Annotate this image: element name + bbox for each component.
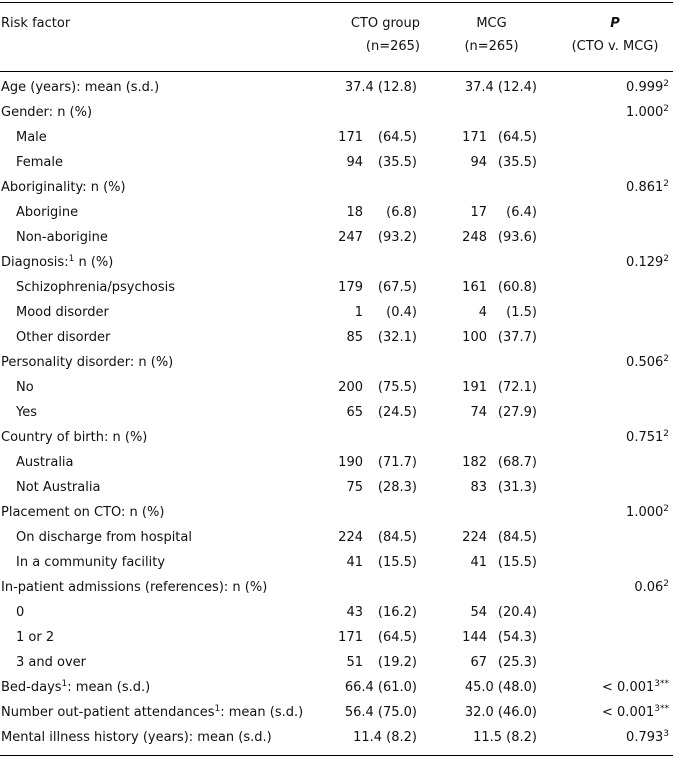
- p-value-footnote: 2: [663, 179, 669, 189]
- row-label: Personality disorder: n (%): [1, 355, 174, 370]
- mcg-count: 17: [470, 205, 487, 220]
- cto-count: 224: [338, 530, 363, 545]
- table-row: [0, 400, 673, 425]
- cto-value: 37.4 (12.8): [344, 80, 417, 95]
- table-row: [0, 200, 673, 225]
- row-label: Age (years): mean (s.d.): [1, 80, 160, 95]
- row-label: [1, 250, 113, 275]
- mcg-percent: (72.1): [497, 380, 537, 395]
- p-value-number: 0.129: [626, 255, 664, 270]
- mcg-percent: (84.5): [497, 530, 537, 545]
- p-value-number: 0.06: [634, 580, 664, 595]
- mcg-count: 100: [462, 330, 487, 345]
- table-row: [0, 425, 673, 450]
- mcg-count: 67: [470, 655, 487, 670]
- row-label: Non-aborigine: [16, 230, 108, 245]
- row-label: [1, 675, 150, 700]
- table-row: [0, 75, 673, 100]
- row-label: Schizophrenia/psychosis: [16, 280, 175, 295]
- mcg-count: 94: [470, 155, 487, 170]
- mcg-value: 32.0 (46.0): [464, 705, 537, 720]
- p-value-footnote: 3: [663, 729, 669, 739]
- cto-percent: (35.5): [377, 155, 417, 170]
- header-rule: [0, 71, 673, 72]
- mcg-value: 37.4 (12.4): [464, 80, 537, 95]
- row-label: Male: [16, 130, 47, 145]
- table-row: [0, 150, 673, 175]
- cto-count: 51: [346, 655, 363, 670]
- header-mcg: MCG (n=265): [464, 16, 519, 54]
- p-value: [626, 500, 669, 525]
- cto-count: 43: [346, 605, 363, 620]
- cto-percent: (19.2): [377, 655, 417, 670]
- mcg-percent: (31.3): [497, 480, 537, 495]
- p-value-number: 0.861: [626, 180, 664, 195]
- p-value-footnote: 2: [663, 579, 669, 589]
- table-row: [0, 500, 673, 525]
- p-value: [626, 350, 669, 375]
- row-label: Aborigine: [16, 205, 79, 220]
- row-label: In-patient admissions (references): n (%): [1, 580, 268, 595]
- p-value: [626, 75, 669, 100]
- p-value-number: 0.751: [626, 430, 664, 445]
- row-label-text: Bed-days: [1, 680, 62, 695]
- mcg-value: 45.0 (48.0): [464, 680, 537, 695]
- table-row: [0, 225, 673, 250]
- cto-percent: (64.5): [377, 630, 417, 645]
- table-row: [0, 625, 673, 650]
- row-label: In a community facility: [16, 555, 166, 570]
- mcg-count: 161: [462, 280, 487, 295]
- mcg-count: 224: [462, 530, 487, 545]
- p-value-footnote: 2: [663, 79, 669, 89]
- mcg-percent: (64.5): [497, 130, 537, 145]
- cto-percent: (6.8): [386, 205, 417, 220]
- cto-count: 85: [346, 330, 363, 345]
- p-value: [602, 700, 669, 725]
- row-label: Mental illness history (years): mean (s.d.): [1, 730, 272, 745]
- cto-value: 11.4 (8.2): [353, 730, 417, 745]
- cto-percent: (84.5): [377, 530, 417, 545]
- p-value: [626, 175, 669, 200]
- table-row: [0, 675, 673, 700]
- mcg-count: 4: [478, 305, 487, 320]
- row-label: Aboriginality: n (%): [1, 180, 126, 195]
- table-row: [0, 450, 673, 475]
- row-label: Country of birth: n (%): [1, 430, 148, 445]
- cto-percent: (0.4): [386, 305, 417, 320]
- cto-count: 75: [346, 480, 363, 495]
- cto-count: 200: [338, 380, 363, 395]
- table-row: [0, 250, 673, 275]
- p-value: [626, 425, 669, 450]
- row-label-footnote: 1: [68, 254, 75, 264]
- table-row: [0, 175, 673, 200]
- p-value: [626, 725, 669, 750]
- row-label: Placement on CTO: n (%): [1, 505, 165, 520]
- table-row: [0, 550, 673, 575]
- row-label-suffix: : mean (s.d.): [220, 705, 304, 720]
- cto-percent: (15.5): [377, 555, 417, 570]
- row-label: Yes: [16, 405, 37, 420]
- row-label: Australia: [16, 455, 74, 470]
- header-p-value: P (CTO v. MCG): [571, 16, 659, 54]
- row-label: Gender: n (%): [1, 105, 93, 120]
- p-value-footnote: 3**: [654, 679, 669, 689]
- header-risk-factor: Risk factor: [1, 16, 71, 31]
- p-value-number: < 0.001: [602, 705, 655, 720]
- cto-percent: (67.5): [377, 280, 417, 295]
- mcg-percent: (6.4): [506, 205, 537, 220]
- p-value: [626, 100, 669, 125]
- mcg-value: 11.5 (8.2): [473, 730, 537, 745]
- table-row: [0, 375, 673, 400]
- mcg-count: 83: [470, 480, 487, 495]
- row-label: Other disorder: [16, 330, 111, 345]
- p-value: [626, 250, 669, 275]
- row-label-suffix: : mean (s.d.): [67, 680, 151, 695]
- top-rule: [0, 2, 673, 3]
- mcg-count: 144: [462, 630, 487, 645]
- cto-count: 18: [346, 205, 363, 220]
- mcg-count: 41: [470, 555, 487, 570]
- cto-percent: (64.5): [377, 130, 417, 145]
- cto-percent: (32.1): [377, 330, 417, 345]
- mcg-count: 191: [462, 380, 487, 395]
- header-cto-group: CTO group (n=265): [350, 16, 420, 54]
- row-label-text: Number out-patient attendances: [1, 705, 215, 720]
- p-value-number: 0.999: [626, 80, 664, 95]
- cto-count: 247: [338, 230, 363, 245]
- cto-percent: (93.2): [377, 230, 417, 245]
- table-row: [0, 125, 673, 150]
- table-row: [0, 700, 673, 725]
- mcg-percent: (27.9): [497, 405, 537, 420]
- table-row: [0, 350, 673, 375]
- bottom-rule: [0, 755, 673, 756]
- p-value-footnote: 2: [663, 429, 669, 439]
- cto-count: 41: [346, 555, 363, 570]
- cto-count: 65: [346, 405, 363, 420]
- row-label-suffix: n (%): [74, 255, 114, 270]
- row-label: 3 and over: [16, 655, 86, 670]
- mcg-count: 248: [462, 230, 487, 245]
- cto-value: 56.4 (75.0): [344, 705, 417, 720]
- mcg-count: 171: [462, 130, 487, 145]
- table-row: [0, 475, 673, 500]
- row-label: Mood disorder: [16, 305, 109, 320]
- row-label-footnote: 1: [61, 679, 68, 689]
- mcg-percent: (15.5): [497, 555, 537, 570]
- mcg-percent: (35.5): [497, 155, 537, 170]
- p-value-footnote: 2: [663, 104, 669, 114]
- row-label: 0: [16, 605, 25, 620]
- mcg-count: 74: [470, 405, 487, 420]
- cto-percent: (28.3): [377, 480, 417, 495]
- cto-percent: (16.2): [377, 605, 417, 620]
- row-label-text: Diagnosis:: [1, 255, 69, 270]
- mcg-count: 54: [470, 605, 487, 620]
- table-row: [0, 650, 673, 675]
- row-label: [1, 700, 303, 725]
- cto-count: 179: [338, 280, 363, 295]
- mcg-percent: (60.8): [497, 280, 537, 295]
- row-label: 1 or 2: [16, 630, 55, 645]
- p-value-footnote: 2: [663, 504, 669, 514]
- p-value-number: 1.000: [626, 105, 664, 120]
- cto-percent: (71.7): [377, 455, 417, 470]
- cto-count: 1: [354, 305, 363, 320]
- row-label: Female: [16, 155, 64, 170]
- cto-count: 171: [338, 630, 363, 645]
- row-label: Not Australia: [16, 480, 101, 495]
- mcg-percent: (20.4): [497, 605, 537, 620]
- cto-count: 94: [346, 155, 363, 170]
- row-label: No: [16, 380, 34, 395]
- mcg-percent: (37.7): [497, 330, 537, 345]
- cto-value: 66.4 (61.0): [344, 680, 417, 695]
- cto-percent: (75.5): [377, 380, 417, 395]
- table-row: [0, 325, 673, 350]
- mcg-percent: (54.3): [497, 630, 537, 645]
- p-value: [602, 675, 669, 700]
- p-value-number: 0.506: [626, 355, 664, 370]
- p-value-number: 1.000: [626, 505, 664, 520]
- mcg-percent: (68.7): [497, 455, 537, 470]
- p-value-footnote: 2: [663, 254, 669, 264]
- table-row: [0, 100, 673, 125]
- p-value-number: < 0.001: [602, 680, 655, 695]
- mcg-percent: (25.3): [497, 655, 537, 670]
- mcg-percent: (1.5): [506, 305, 537, 320]
- cto-percent: (24.5): [377, 405, 417, 420]
- cto-count: 190: [338, 455, 363, 470]
- table-row: [0, 575, 673, 600]
- p-value-number: 0.793: [626, 730, 664, 745]
- p-value-footnote: 2: [663, 354, 669, 364]
- cto-count: 171: [338, 130, 363, 145]
- table-row: [0, 300, 673, 325]
- p-value-footnote: 3**: [654, 704, 669, 714]
- mcg-percent: (93.6): [497, 230, 537, 245]
- table-row: [0, 600, 673, 625]
- mcg-count: 182: [462, 455, 487, 470]
- table-row: [0, 725, 673, 750]
- table-row: [0, 275, 673, 300]
- row-label-footnote: 1: [214, 704, 221, 714]
- table-row: [0, 525, 673, 550]
- row-label: On discharge from hospital: [16, 530, 192, 545]
- p-value: [634, 575, 669, 600]
